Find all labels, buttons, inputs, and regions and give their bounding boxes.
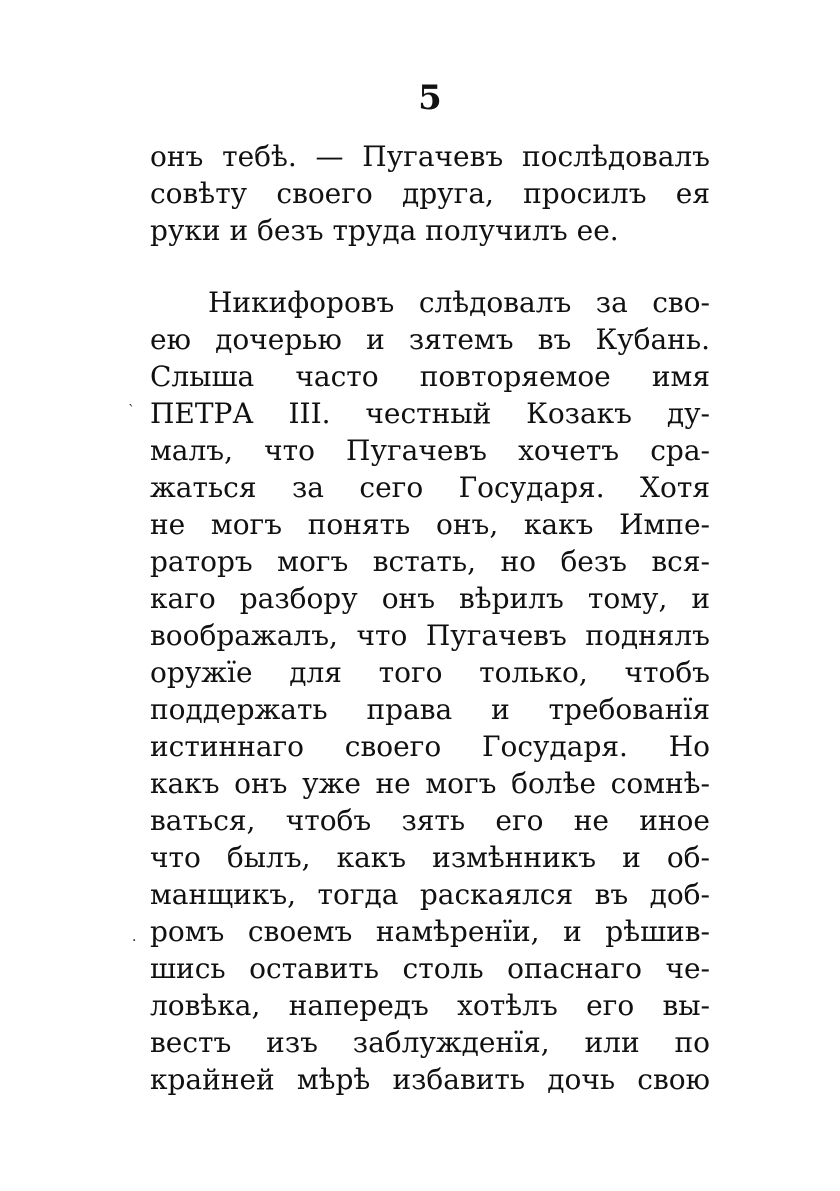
text-line: малъ, что Пугачевъ хочетъ сра- xyxy=(150,434,710,467)
text-line: раторъ могъ встать, но безъ вся- xyxy=(150,545,710,578)
text-line: шись оставить столь опаснаго че- xyxy=(150,952,710,985)
text-line: какъ онъ уже не могъ болѣе сомнѣ- xyxy=(150,767,710,800)
text-line: Никифоровъ слѣдовалъ за сво- xyxy=(208,286,710,319)
text-line: руки и безъ труда получилъ ее. xyxy=(150,214,619,247)
text-line: Слыша часто повторяемое имя xyxy=(150,360,710,393)
text-line: каго разбору онъ вѣрилъ тому, и xyxy=(150,582,710,615)
text-line: оружїе для того только, чтобъ xyxy=(150,656,710,689)
page-number: 5 xyxy=(418,78,442,118)
text-line: поддержать права и требованїя xyxy=(150,693,710,726)
paragraph-main xyxy=(150,284,710,1098)
text-line: манщикъ, тогда раскаялся въ доб- xyxy=(150,878,710,911)
scan-speck: · xyxy=(132,933,137,949)
text-line: ромъ своемъ намѣренїи, и рѣшив- xyxy=(150,915,710,948)
text-line: ПЕТРА III. честный Козакъ ду- xyxy=(150,397,710,430)
text-line: ловѣка, напередъ хотѣлъ его вы- xyxy=(150,989,710,1022)
text-line: воображалъ, что Пугачевъ поднялъ xyxy=(150,619,710,652)
scan-speck: ˋ xyxy=(128,403,135,419)
text-line: ею дочерью и зятемъ въ Кубань. xyxy=(150,323,710,356)
text-line: онъ тебѣ. — Пугачевъ послѣдовалъ xyxy=(150,140,710,173)
text-line: вестъ изъ заблужденїя, или по xyxy=(150,1026,710,1059)
paragraph-continued xyxy=(150,138,710,249)
text-line: крайней мѣрѣ избавить дочь свою xyxy=(150,1063,710,1096)
text-line: ваться, чтобъ зять его не иное xyxy=(150,804,710,837)
text-line: что былъ, какъ измѣнникъ и об- xyxy=(150,841,710,874)
text-line: не могъ понять онъ, какъ Импе- xyxy=(150,508,710,541)
text-line: совѣту своего друга, просилъ ея xyxy=(150,177,710,210)
text-line: истиннаго своего Государя. Но xyxy=(150,730,710,763)
text-line: жаться за сего Государя. Хотя xyxy=(150,471,710,504)
